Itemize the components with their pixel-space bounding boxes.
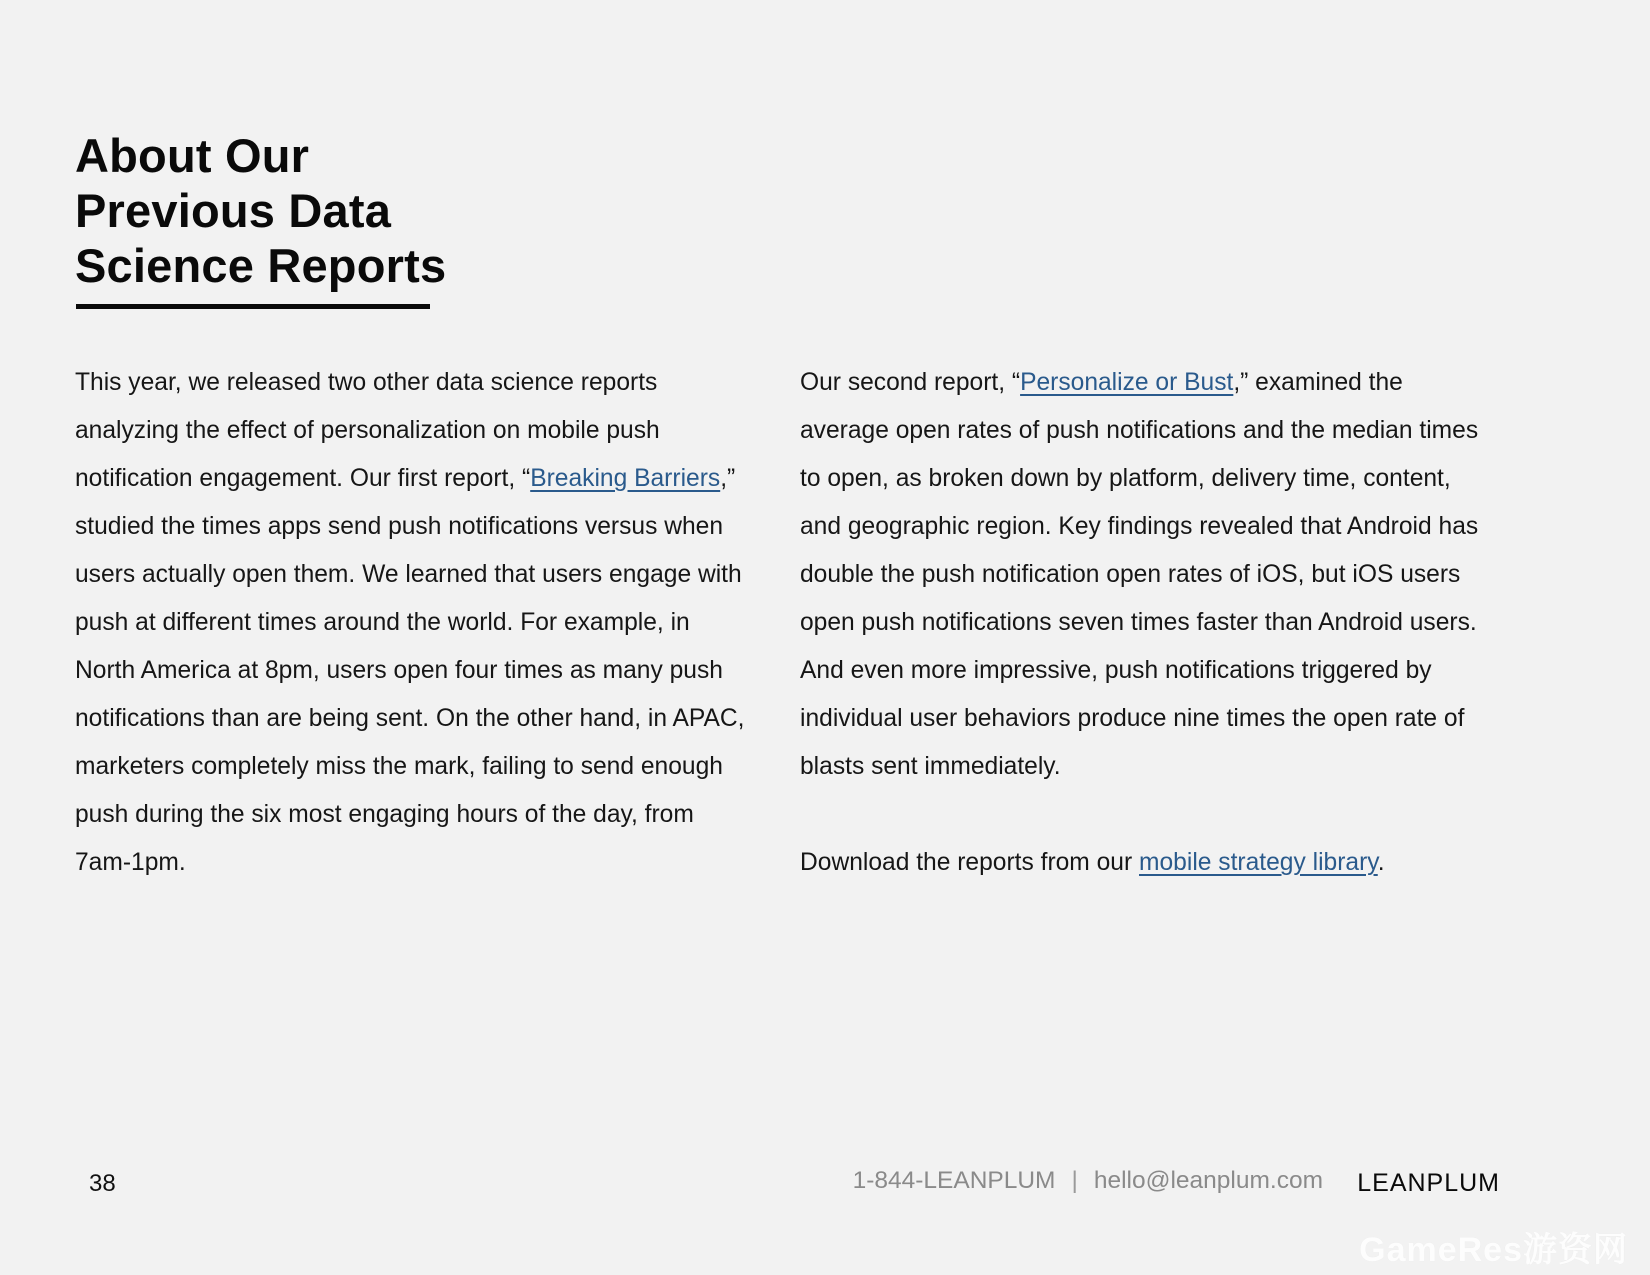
text-line: blasts sent immediately. (800, 753, 1061, 780)
text-line: push during the six most engaging hours of the day, from (75, 801, 694, 828)
text-line: studied the times apps send push notifications versus when (75, 513, 724, 540)
phone-number: 1-844-LEANPLUM (852, 1167, 1056, 1194)
text-segment: Download the reports from our (800, 849, 1140, 876)
title-underline-rule (76, 304, 430, 309)
download-line (800, 839, 1520, 887)
page-title (75, 128, 446, 293)
mobile-strategy-library-link[interactable]: mobile strategy library (1139, 849, 1378, 876)
paragraph-gap (800, 791, 1520, 839)
text-segment: ,” examined the (1233, 369, 1403, 396)
leanplum-logo: LEANPLUM (1357, 1169, 1500, 1197)
text-line: 7am-1pm. (75, 849, 186, 876)
text-line: to open, as broken down by platform, delivery time, content, (800, 465, 1451, 492)
page-title-line: About Our (75, 129, 310, 182)
text-line: marketers completely miss the mark, failing to send enough (75, 753, 723, 780)
text-line: And even more impressive, push notifications triggered by (800, 657, 1432, 684)
text-line (75, 455, 780, 503)
text-line: double the push notification open rates of iOS, but iOS users (800, 561, 1461, 588)
page-title-line: Previous Data (75, 184, 392, 237)
text-line: average open rates of push notifications and the median times (800, 417, 1479, 444)
text-line: individual user behaviors produce nine times the open rate of (800, 705, 1465, 732)
text-line: push at different times around the world. For example, in (75, 609, 690, 636)
text-line: open push notifications seven times faster than Android users. (800, 609, 1477, 636)
left-column-paragraph (75, 359, 780, 887)
text-line: users actually open them. We learned that users engage with (75, 561, 742, 588)
footer-contact (853, 1167, 1323, 1195)
right-column-paragraph (800, 359, 1520, 887)
text-segment: . (1377, 849, 1385, 876)
page-number: 38 (89, 1170, 116, 1197)
gameres-watermark: GameRes游资网 (1359, 1231, 1628, 1269)
text-line (800, 359, 1520, 407)
text-line: analyzing the effect of personalization on mobile push (75, 417, 660, 444)
page-title-line: Science Reports (75, 239, 447, 292)
breaking-barriers-link[interactable]: Breaking Barriers (530, 465, 721, 492)
footer-separator: | (1071, 1167, 1078, 1194)
text-line: North America at 8pm, users open four times as many push (75, 657, 723, 684)
personalize-or-bust-link[interactable]: Personalize or Bust (1020, 369, 1234, 396)
text-line: This year, we released two other data science reports (75, 369, 658, 396)
text-line: notifications than are being sent. On the other hand, in APAC, (75, 705, 745, 732)
text-segment: notification engagement. Our first report, “ (75, 465, 531, 492)
text-segment: Our second report, “ (800, 369, 1021, 396)
text-segment: ,” (720, 465, 736, 492)
email-address: hello@leanplum.com (1093, 1167, 1323, 1194)
text-line: and geographic region. Key findings revealed that Android has (800, 513, 1479, 540)
